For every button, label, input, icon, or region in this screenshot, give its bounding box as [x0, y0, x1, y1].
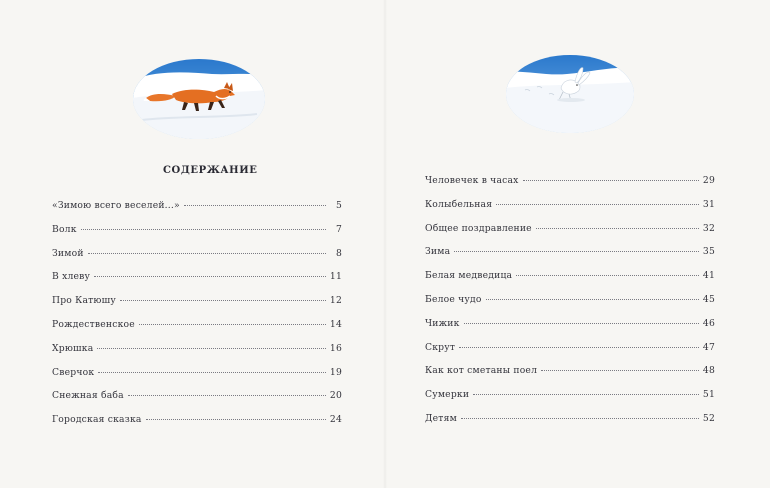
dot-leader [120, 300, 326, 301]
dot-leader [496, 204, 699, 205]
toc-entry-title: Сверчок [52, 366, 95, 378]
toc-entry[interactable] [425, 318, 715, 342]
toc-entry-title: Рождественское [52, 318, 135, 330]
toc-entry[interactable] [425, 270, 715, 294]
toc-entry-title: Зима [425, 246, 451, 258]
toc-entry-title: Про Катюшу [52, 295, 116, 307]
dot-leader [139, 324, 326, 325]
toc-entry-title: Детям [425, 412, 457, 424]
toc-entry[interactable] [52, 390, 342, 414]
hare-illustration-icon [505, 54, 635, 134]
toc-entry-title: Скрут [425, 341, 456, 353]
dot-leader [473, 394, 699, 395]
toc-entry[interactable] [425, 223, 715, 247]
toc-entry-title: Чижик [425, 317, 460, 329]
toc-entry-title: Человечек в часах [425, 175, 519, 186]
dot-leader [97, 348, 326, 349]
toc-entry[interactable] [425, 246, 715, 270]
toc-entry-title: Сумерки [425, 389, 470, 401]
dot-leader [454, 251, 699, 252]
dot-leader [486, 299, 699, 300]
toc-entry-page: 19 [329, 366, 342, 378]
toc-entry-page: 52 [702, 412, 715, 424]
toc-entry-title: Белая медведица [425, 270, 513, 282]
dot-leader [98, 372, 326, 373]
toc-entry-title: Снежная баба [52, 390, 124, 402]
dot-leader [464, 323, 699, 324]
dot-leader [81, 229, 326, 230]
dot-leader [184, 205, 326, 206]
dot-leader [459, 347, 699, 348]
toc-entry-page: 16 [329, 342, 342, 354]
toc-entry-page: 24 [329, 414, 342, 426]
toc-entry-page: 20 [329, 390, 342, 402]
toc-entry-title: Как кот сметаны поел [425, 365, 538, 377]
toc-entry[interactable] [52, 200, 342, 224]
toc-list-right [425, 175, 715, 437]
toc-entry[interactable] [425, 342, 715, 366]
toc-entry-page: 31 [702, 198, 715, 210]
toc-entry-page: 47 [702, 341, 715, 353]
toc-entry-page: 51 [702, 389, 715, 401]
toc-entry-title: Хрюшка [52, 342, 94, 354]
toc-heading: СОДЕРЖАНИЕ [163, 165, 258, 176]
dot-leader [88, 253, 326, 254]
toc-entry-page: 12 [329, 295, 342, 307]
toc-entry-title: Белое чудо [425, 293, 482, 305]
toc-entry[interactable] [425, 365, 715, 389]
toc-entry-page: 45 [702, 293, 715, 305]
toc-entry[interactable] [425, 175, 715, 199]
toc-entry-title: Зимой [52, 247, 84, 259]
toc-entry-page: 11 [329, 271, 342, 283]
right-page [385, 0, 770, 488]
dot-leader [523, 180, 699, 181]
toc-entry-title: Общее поздравление [425, 222, 532, 234]
toc-list-left [52, 200, 342, 438]
toc-entry-page: 7 [335, 223, 342, 235]
toc-entry[interactable] [425, 199, 715, 223]
fox-illustration-icon [132, 58, 266, 140]
dot-leader [94, 276, 326, 277]
toc-entry-title: Городская сказка [52, 414, 142, 426]
toc-entry-page: 32 [702, 222, 715, 234]
toc-entry[interactable] [425, 294, 715, 318]
dot-leader [146, 419, 326, 420]
toc-entry[interactable] [52, 248, 342, 272]
toc-entry[interactable] [52, 224, 342, 248]
toc-entry-title: Волк [52, 223, 77, 235]
toc-entry-page: 41 [702, 270, 715, 282]
toc-entry-page: 8 [335, 247, 342, 259]
dot-leader [461, 418, 699, 419]
toc-entry-page: 29 [702, 175, 715, 186]
toc-entry[interactable] [52, 295, 342, 319]
toc-entry[interactable] [52, 343, 342, 367]
toc-entry-title: Колыбельная [425, 198, 493, 210]
dot-leader [536, 228, 699, 229]
dot-leader [516, 275, 699, 276]
toc-entry-title: В хлеву [52, 271, 91, 283]
hare-vignette-illustration [505, 54, 635, 134]
dot-leader [128, 395, 326, 396]
toc-entry-page: 14 [329, 318, 342, 330]
toc-entry-page: 48 [702, 365, 715, 377]
toc-entry-title: «Зимою всего веселей...» [52, 200, 180, 211]
toc-entry-page: 35 [702, 246, 715, 258]
fox-vignette-illustration [132, 58, 266, 140]
toc-entry[interactable] [52, 414, 342, 438]
toc-entry[interactable] [52, 271, 342, 295]
toc-entry[interactable] [52, 319, 342, 343]
toc-entry[interactable] [425, 389, 715, 413]
toc-entry[interactable] [425, 413, 715, 437]
toc-entry-page: 5 [335, 200, 342, 211]
toc-entry[interactable] [52, 367, 342, 391]
toc-entry-page: 46 [702, 317, 715, 329]
dot-leader [541, 370, 699, 371]
